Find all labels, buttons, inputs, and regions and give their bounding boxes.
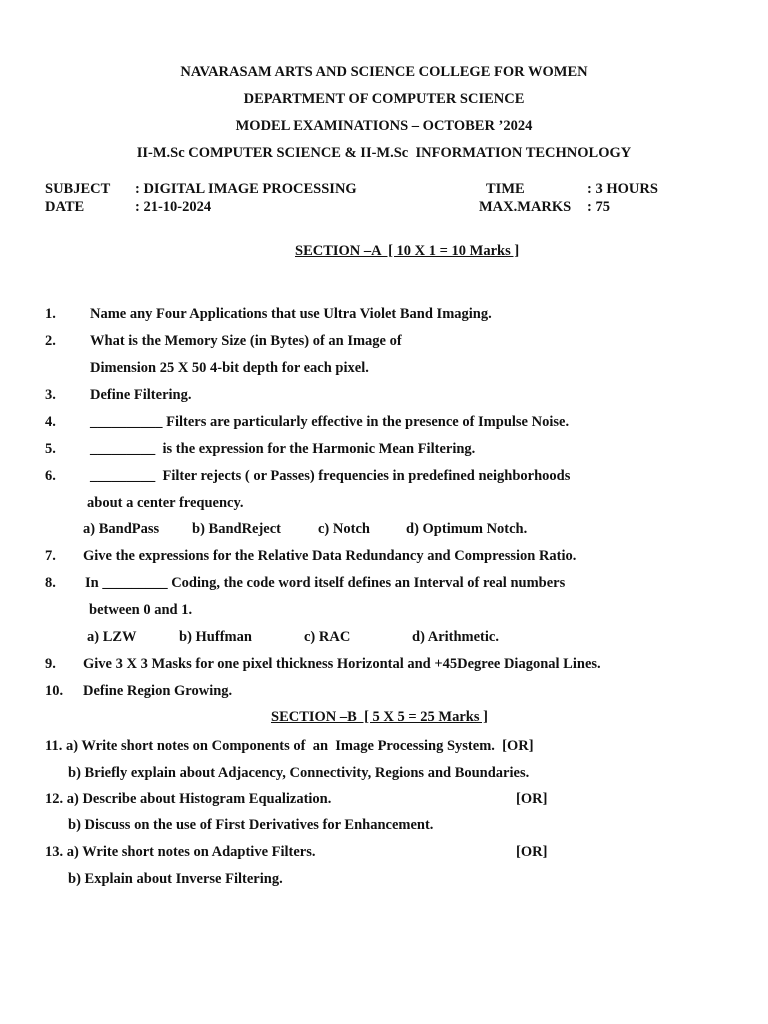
- question-text: [90, 414, 569, 431]
- section-b-title: SECTION –B [ 5 X 5 = 25 Marks ]: [271, 709, 488, 725]
- question-13b: b) Explain about Inverse Filtering.: [68, 871, 283, 887]
- question-text: Give the expressions for the Relative Data Redundancy and Compression Ratio.: [83, 548, 577, 564]
- question-text-continued: about a center frequency.: [87, 495, 244, 511]
- question-number: 8.: [45, 575, 56, 591]
- question-text: Name any Four Applications that use Ultra Violet Band Imaging.: [90, 306, 492, 322]
- question-number: 10.: [45, 683, 64, 699]
- option-c: c) RAC: [304, 629, 351, 645]
- option-d: d) Arithmetic.: [412, 629, 499, 645]
- question-text: Define Region Growing.: [83, 683, 233, 699]
- question-12b: b) Discuss on the use of First Derivatives for Enhancement.: [68, 817, 434, 833]
- max-marks-value: : 75: [587, 199, 610, 215]
- question-number: 7.: [45, 548, 56, 564]
- section-a-title: SECTION –A [ 10 X 1 = 10 Marks ]: [295, 243, 520, 259]
- question-text-body: Filters are particularly effective in the presence of Impulse Noise.: [162, 414, 570, 430]
- option-c: c) Notch: [318, 521, 370, 537]
- option-a: a) LZW: [87, 629, 137, 645]
- option-b: b) Huffman: [179, 629, 252, 645]
- option-b: b) BandReject: [192, 521, 282, 537]
- or-marker: [OR]: [516, 844, 548, 860]
- blank-line: _________: [90, 468, 156, 484]
- question-number: 3.: [45, 387, 56, 403]
- question-text-body: Filter rejects ( or Passes) frequencies in predefined neighborhoods: [155, 468, 571, 484]
- question-text: What is the Memory Size (in Bytes) of an Image of: [90, 333, 402, 349]
- question-text-continued: Dimension 25 X 50 4-bit depth for each pixel.: [90, 360, 369, 376]
- exam-title: MODEL EXAMINATIONS – OCTOBER ’2024: [235, 118, 533, 134]
- blank-line: _________: [90, 441, 156, 457]
- question-text-body: is the expression for the Harmonic Mean Filtering.: [155, 441, 476, 457]
- or-marker: [OR]: [516, 791, 548, 807]
- question-text: Define Filtering.: [90, 387, 192, 403]
- date-label: DATE: [45, 199, 85, 215]
- option-d: d) Optimum Notch.: [406, 521, 528, 537]
- time-label: TIME: [486, 181, 525, 197]
- question-11b: b) Briefly explain about Adjacency, Connectivity, Regions and Boundaries.: [68, 765, 530, 781]
- time-value: : 3 HOURS: [587, 181, 658, 197]
- question-text: In _________ Coding, the code word itself defines an Interval of real numbers: [85, 575, 566, 591]
- question-number: 1.: [45, 306, 56, 322]
- department-name: DEPARTMENT OF COMPUTER SCIENCE: [243, 91, 525, 107]
- question-text: [90, 468, 570, 485]
- question-text: Give 3 X 3 Masks for one pixel thickness Horizontal and +45Degree Diagonal Lines.: [83, 656, 601, 672]
- max-marks-label: MAX.MARKS: [479, 199, 572, 215]
- question-13a: 13. a) Write short notes on Adaptive Filters.: [45, 844, 316, 860]
- blank-line: __________: [90, 414, 163, 430]
- question-11a: 11. a) Write short notes on Components of an Image Processing System. [OR]: [45, 738, 534, 754]
- subject-value: : DIGITAL IMAGE PROCESSING: [135, 181, 357, 197]
- question-number: 9.: [45, 656, 56, 672]
- programme-title: II-M.Sc COMPUTER SCIENCE & II-M.Sc INFORMATION TECHNOLOGY: [136, 145, 632, 161]
- date-value: : 21-10-2024: [135, 199, 212, 215]
- option-a: a) BandPass: [83, 521, 160, 537]
- question-number: 2.: [45, 333, 56, 349]
- question-text: [90, 441, 475, 458]
- question-number: 5.: [45, 441, 56, 457]
- question-number: 4.: [45, 414, 56, 430]
- question-12a: 12. a) Describe about Histogram Equalization.: [45, 791, 332, 807]
- question-text-continued: between 0 and 1.: [89, 602, 193, 618]
- subject-label: SUBJECT: [45, 181, 111, 197]
- question-number: 6.: [45, 468, 56, 484]
- college-name: NAVARASAM ARTS AND SCIENCE COLLEGE FOR WOMEN: [180, 64, 588, 80]
